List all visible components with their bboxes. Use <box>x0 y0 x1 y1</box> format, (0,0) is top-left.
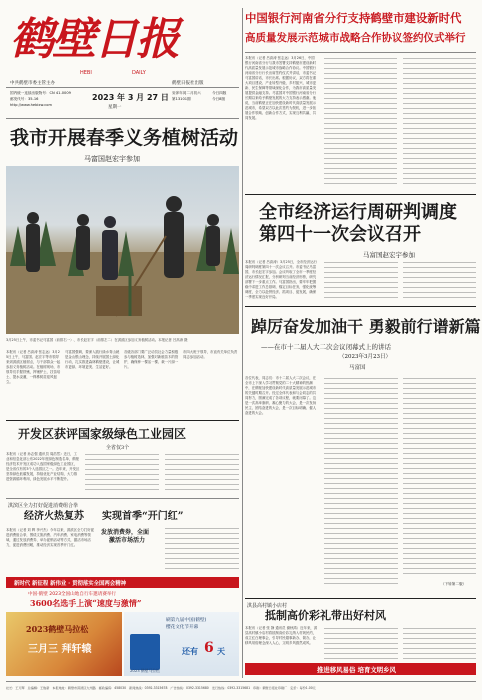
article-commentary-date: （2023年3月23日） <box>339 354 391 360</box>
article-trees-body-1: 本报讯（记者 吕高涛 张志远）3月25日上午，马富国、赵宏宇等市领导来到淇滨区植树点，与干部群众一起参加义务植树活动。在植树现场，市领导们手握铁锹，挥锹铲土、扶苗培土、提水浇灌，一株株树苗迎风挺立。 <box>6 350 61 384</box>
article-economy-subtitle: 马富国赵宏宇参加 <box>363 251 415 259</box>
article-trees-body-2: 马富国强调，要深入践行绿水青山就是金山银山理念，持续开展国土绿化行动，扎实推进森林鹤壁建设，让城市更绿、环境更美、生活更好。 <box>65 350 120 369</box>
article-village-body: 本报讯（记者 张 静 通讯员 谢秋鸿）近年来，淇县高村镇小店村将抵制高价彩礼纳入村规民约，成立红白理事会，引导村民婚事新办、简办，让移风易俗理念深入人心，文明乡风蔚然成风。 <box>245 626 318 645</box>
article-commentary-col-3 <box>403 378 476 578</box>
ad-countdown-top-1: 刷第九届中国(鹤壁) <box>166 618 207 623</box>
masthead-website: http://www.hebixw.com <box>10 103 52 107</box>
article-industry-park <box>6 420 239 496</box>
article-consumption-col-3 <box>165 528 239 572</box>
ad-marathon-line-1: 2023鹤壁马拉松 <box>26 624 89 634</box>
article-village-title: 抵制高价彩礼带出好村风 <box>265 609 386 622</box>
masthead-issue-4: 今日8版 <box>212 97 226 101</box>
article-commentary-title: 踔厉奋发加油干 勇毅前行谱新篇 <box>251 317 481 336</box>
masthead-issue-2: 今日四版 <box>212 91 227 95</box>
banner-red-text: 新时代 新征程 新伟业 · 贯彻落实全国两会精神 <box>14 581 126 587</box>
masthead-date: 2023 年 3 月 27 日 <box>92 93 169 102</box>
article-commentary-col-2 <box>324 378 398 586</box>
trees-photo-scene <box>6 166 239 334</box>
headline-top-col-2 <box>324 58 397 186</box>
article-commentary-author: 马富国 <box>349 365 366 371</box>
article-consumption-rule <box>6 498 239 499</box>
article-trees-title: 我市开展春季义务植树活动 <box>10 127 239 149</box>
ad-countdown-line-2: 还有 <box>182 646 198 656</box>
article-youth-title: 3600名选手上演“速度与激情” <box>30 598 142 608</box>
article-economy-col-2 <box>324 262 398 302</box>
headline-top-title-2: 高质量发展示范城市战略合作协议签约仪式举行 <box>245 32 466 44</box>
masthead <box>6 6 239 116</box>
article-commentary-subtitle: ——在市十二届人大二次会议闭幕式上的讲话 <box>261 343 391 351</box>
article-economy-body: 本报讯（记者 吕高涛）3月25日，全市经济运行周研判调度第四十一次会议召开。市委书记马富国，市长赵宏宇参加。会议听取了全市一季度经济运行情况汇报，分析研判当前经济形势，研究部署下一步重点工作。马富国指出，要牢牢把握稳中求进工作总基调，锚定目标任务，强化统筹调度，全力以赴拼经济、抓项目、促发展，确保一季度实现良好开局。 <box>245 260 317 299</box>
masthead-weekday: 星期一 <box>108 105 122 110</box>
ad-countdown-line-1: 2023 鹤壁马拉松 <box>130 668 160 673</box>
article-economy-title-1: 全市经济运行周研判调度 <box>259 202 457 223</box>
masthead-post-code: 邮发代号：35-16 <box>10 97 39 101</box>
article-village-rule <box>245 598 476 599</box>
article-industry-park-rule <box>6 420 239 421</box>
headline-top <box>245 6 476 191</box>
headline-top-body: 本报讯（记者 吕高涛 张志远）3月26日，中国银行河南省分行与我市签署支持鹤壁市建设新时代高质量发展示范城市战略合作协议。中国银行河南省分行行长出席签约仪式并讲话，市委书记马富国讲话，市长出席。根据协议，双方将在重大项目建设、产业转型升级、乡村振兴、城市更新、民生保障等领域深化合作，为我市高质量发展提供金融支持。马富国对中国银行河南省分行长期以来给予鹤壁发展的大力支持表示感谢。他说，当前鹤壁正在加快建设新时代高质量发展示范城市，希望双方以此次签约为契机，进一步拓展合作领域、创新合作方式，实现互利共赢、共同发展。 <box>245 56 317 120</box>
headline-top-col-3 <box>403 58 476 186</box>
trees-photo-caption: 3月25日上午，市委书记马富国（前排右一）、市长赵宏宇（前排左二）在淇滨区参加义务植树活动。本报记者 吕高涛 摄 <box>6 338 188 342</box>
masthead-title: 鹤壁日报 <box>10 14 178 65</box>
article-commentary-body: 各位代表，同志们：市十二届人大二次会议，在全市上下深入学习贯彻党的二十大精神的热潮中，在鹤壁加快建设新时代高质量发展示范城市的关键时期召开。经过全体代表和与会同志的共同努力，圆满完成了各项议程，就要闭幕了。这是一次高举旗帜、凝心聚力的大会，是一次发扬民主、团结奋进的大会，是一次目标明确、催人奋进的大会。 <box>245 376 317 415</box>
masthead-sponsor: 中共鹤壁市委主管主办 <box>10 81 55 86</box>
ad-marathon <box>6 612 122 676</box>
masthead-subsidiary: 鹤壁日报社出版 <box>172 81 204 86</box>
slogan-bar <box>245 663 476 675</box>
article-commentary <box>245 306 481 596</box>
footer-text: 社长：王万辉 总编辑：王俊新 本报地址：鹤壁市淇滨区九州路 邮政编码：458030 新闻热线：0392-3315678 广告热线：0392-3315680 发行热线：0392-3315681 印刷：鹤壁日报社印刷厂 定价：每份1.00元 <box>6 686 316 690</box>
article-commentary-rule <box>245 306 476 307</box>
article-trees-body-4: 市四大班子领导，市直有关单位负责同志参加活动。 <box>183 350 238 359</box>
article-village-col-2 <box>324 628 398 662</box>
ad-marathon-line-2: 三月三 拜轩辕 <box>28 644 92 655</box>
ad-countdown-top-2: 樱花文化节开幕 <box>166 625 199 630</box>
article-village-kicker: 淇县高村镇小店村 <box>247 603 288 609</box>
article-economy-title-2: 第四十一次会议召开 <box>259 224 421 245</box>
article-consumption-side-1: 发放消费券，全面 <box>101 529 150 536</box>
ad-countdown-unit: 天 <box>217 646 225 656</box>
column-divider <box>242 8 243 678</box>
article-economy <box>245 194 476 304</box>
article-industry-park-title: 开发区获评国家级绿色工业园区 <box>18 427 187 441</box>
ad-countdown-days: 6 <box>204 640 214 656</box>
masthead-issue-1: 癸卯年闰二月初六 <box>172 91 201 95</box>
article-consumption-kicker: 淇滨区全力打好促进消费组合拳 <box>8 503 79 509</box>
article-industry-park-body: 本报讯（记者 孙志强 通讯员 周浩然）近日，工业和信息化部公布2022年度绿色制造名单，鹤壁经济技术开发区成功入选国家级绿色工业园区，是全省仅有的3个入选园区之一。近年来，开发区坚持绿色低碳发展，持续优化产业结构，大力推进资源循环利用，绿色发展水平不断提升。 <box>6 452 80 481</box>
masthead-issue-3: 第13101期 <box>172 97 191 101</box>
article-commentary-continue: （下转第二版） <box>441 582 467 586</box>
article-trees-body-3: 各级各部门要广泛动员社会力量积极参与植树造林，加强对新植苗木的管护，确保种一棵活一棵、栽一片绿一片。 <box>124 350 179 369</box>
article-industry-park-col-3 <box>165 454 239 494</box>
article-industry-park-subtitle: 全省仅3个 <box>106 445 130 451</box>
banner-red <box>6 577 239 588</box>
article-trees-top-rule <box>6 118 239 119</box>
masthead-en-left: HEBI <box>80 70 92 76</box>
article-youth <box>6 590 239 612</box>
article-youth-kicker: 中国·鹤壁 2023全国山地自行车邀请赛举行 <box>28 592 117 597</box>
article-consumption-side-2: 激活市场活力 <box>109 537 146 544</box>
ad-countdown <box>124 612 239 676</box>
article-village <box>245 598 476 676</box>
article-industry-park-col-2 <box>85 454 159 494</box>
footer-rule <box>6 681 476 682</box>
trees-photo <box>6 166 239 334</box>
ad-countdown-logo <box>130 634 160 670</box>
masthead-en-right: DAILY <box>132 70 146 76</box>
masthead-divider <box>6 87 239 88</box>
headline-top-title-1: 中国银行河南省分行支持鹤壁市建设新时代 <box>245 11 462 25</box>
article-consumption-title-right: 实现首季“开门红” <box>102 511 184 522</box>
article-consumption-title-left: 经济火热复苏 <box>24 511 84 522</box>
article-village-col-3 <box>403 628 476 662</box>
article-consumption <box>6 498 239 574</box>
article-consumption-body: 本报讯（记者 刘 辉 李兴杰）今年以来，淇滨区全力打好促进消费组合拳，围绕文旅消费、汽车消费、家电消费等领域，通过发放消费券、举办促销活动等方式，激活市场活力，促进消费回暖，推动经济实现首季开门红。 <box>6 528 94 547</box>
headline-top-rule <box>245 52 476 53</box>
article-trees <box>6 118 239 418</box>
masthead-cn-number: 国内统一连续出版物号：CN 41-0009 <box>10 91 71 95</box>
article-economy-rule <box>245 194 476 195</box>
article-trees-subtitle: 马富国赵宏宇参加 <box>84 155 140 163</box>
article-economy-col-3 <box>403 262 476 302</box>
slogan-bar-text: 推进移风易俗 培育文明乡风 <box>317 666 396 674</box>
